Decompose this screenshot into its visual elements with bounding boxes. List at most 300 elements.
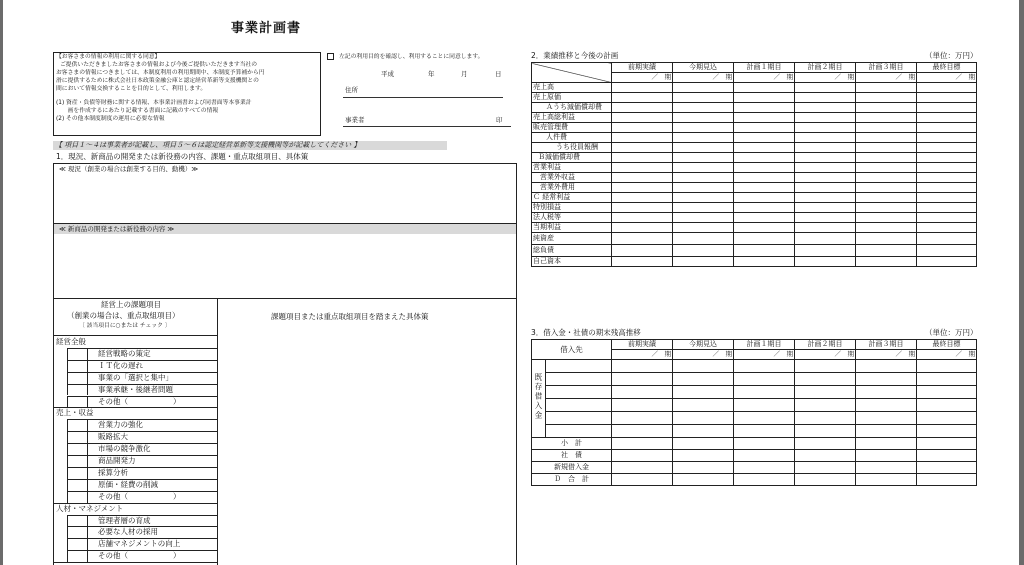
- table2-value-cell[interactable]: [917, 163, 977, 173]
- table2-value-cell[interactable]: [734, 143, 795, 153]
- table2-value-cell[interactable]: [673, 213, 734, 223]
- table2-column-header: 最終目標: [917, 63, 977, 73]
- table2-value-cell[interactable]: [917, 245, 977, 257]
- consent-checkbox[interactable]: [327, 53, 334, 60]
- table2-row: [532, 83, 977, 93]
- table2-value-cell[interactable]: [856, 173, 917, 183]
- table2-value-cell[interactable]: [856, 103, 917, 113]
- table2-title: 2．業績推移と今後の計画: [531, 51, 619, 60]
- table3-value-cell[interactable]: [917, 450, 977, 462]
- issue-item-label: 原価・経費の削減: [98, 479, 158, 489]
- table2-value-cell[interactable]: [612, 213, 673, 223]
- address-line: [343, 97, 503, 98]
- issue-group-label: 経営全般: [56, 337, 86, 346]
- table2-value-cell[interactable]: [795, 257, 856, 267]
- table2-value-cell[interactable]: [856, 143, 917, 153]
- table2-value-cell[interactable]: [917, 93, 977, 103]
- table2-value-cell[interactable]: [917, 173, 977, 183]
- table3-value-cell[interactable]: [673, 425, 734, 438]
- table2-column-header: 前期実績: [612, 63, 673, 73]
- privacy-heading: 【お客さまの情報の利用に関する同意】: [56, 54, 161, 60]
- table2-corner-cell: [532, 63, 612, 83]
- table3-value-cell[interactable]: [734, 386, 795, 399]
- table2-row-label: 営業利益: [532, 163, 612, 173]
- table2-value-cell[interactable]: [673, 203, 734, 213]
- table3-period-cell[interactable]: ／ 期: [612, 350, 673, 360]
- issue-cell-divider: [87, 538, 88, 550]
- table2-value-cell[interactable]: [734, 233, 795, 245]
- table2-value-cell[interactable]: [612, 245, 673, 257]
- table2-unit: （単位：万円）: [925, 51, 978, 60]
- table2-value-cell[interactable]: [734, 223, 795, 233]
- table2-value-cell[interactable]: [795, 103, 856, 113]
- privacy-body-line: お客さまの情報につきましては、本制度利用の利用期間中、本制度予算補から円: [56, 70, 265, 76]
- table2-value-cell[interactable]: [734, 257, 795, 267]
- table3-value-cell[interactable]: [856, 462, 917, 474]
- table2-value-cell[interactable]: [612, 103, 673, 113]
- table2-row-label: 販売管理費: [532, 123, 612, 133]
- table3-value-cell[interactable]: [612, 450, 673, 462]
- address-label: 住所: [345, 86, 358, 94]
- table3-value-cell[interactable]: [795, 399, 856, 412]
- table3-value-cell[interactable]: [673, 450, 734, 462]
- table2-value-cell[interactable]: [673, 123, 734, 133]
- table3-value-cell[interactable]: [917, 386, 977, 399]
- table2-value-cell[interactable]: [917, 183, 977, 193]
- table2-value-cell[interactable]: [612, 203, 673, 213]
- issue-check-cell[interactable]: [67, 396, 68, 408]
- table2-value-cell[interactable]: [612, 173, 673, 183]
- issue-cell-divider: [87, 491, 88, 503]
- table2-value-cell[interactable]: [795, 133, 856, 143]
- table2-value-cell[interactable]: [856, 93, 917, 103]
- table3-value-cell[interactable]: [612, 373, 673, 386]
- table2-value-cell[interactable]: [917, 223, 977, 233]
- table2-value-cell[interactable]: [673, 103, 734, 113]
- table2-value-cell[interactable]: [734, 173, 795, 183]
- table2-row: [532, 103, 977, 113]
- table3-period-cell[interactable]: ／ 期: [795, 350, 856, 360]
- table2-value-cell[interactable]: [612, 143, 673, 153]
- table2-value-cell[interactable]: [917, 83, 977, 93]
- table3-period-cell[interactable]: ／ 期: [673, 350, 734, 360]
- table2-row: [532, 193, 977, 203]
- status-label: ≪ 現況（創業の場合は創業する目的、動機）≫: [59, 165, 199, 173]
- issue-cell-divider: [87, 419, 88, 431]
- table2-period-cell[interactable]: ／ 期: [795, 73, 856, 83]
- table2-value-cell[interactable]: [734, 83, 795, 93]
- lender-header: 借入先: [532, 340, 612, 360]
- issue-cell-divider: [87, 443, 88, 455]
- issue-item-label: その他（ ）: [98, 396, 181, 406]
- table2-value-cell[interactable]: [673, 257, 734, 267]
- table3-value-cell[interactable]: [917, 360, 977, 373]
- table2-value-cell[interactable]: [612, 257, 673, 267]
- table3-value-cell[interactable]: [856, 386, 917, 399]
- issue-item-label: 事業の「選択と集中」: [98, 372, 173, 382]
- table3-value-cell[interactable]: [856, 360, 917, 373]
- table3-value-cell[interactable]: [734, 462, 795, 474]
- business-name-label: 事業者: [345, 116, 365, 124]
- table3-column-header: 最終目標: [917, 340, 977, 350]
- table2-row-label: 特別損益: [532, 203, 612, 213]
- issues-header-line3: 〔 該当項目に○または チェック 〕: [79, 323, 171, 329]
- table3-summary-row: [532, 450, 977, 462]
- lender-name-cell[interactable]: [546, 360, 612, 373]
- table3-value-cell[interactable]: [795, 412, 856, 425]
- table2-row: [532, 245, 977, 257]
- table2-value-cell[interactable]: [612, 93, 673, 103]
- table2-row: [532, 153, 977, 163]
- issue-item-label: 事業承継・後継者問題: [98, 384, 173, 394]
- table3-summary-row: [532, 438, 977, 450]
- table3-column-header: 今期見込: [673, 340, 734, 350]
- table2-value-cell[interactable]: [612, 133, 673, 143]
- table3-value-cell[interactable]: [795, 462, 856, 474]
- issue-item-label: 店舗マネジメントの向上: [98, 539, 181, 549]
- table2-value-cell[interactable]: [917, 203, 977, 213]
- issue-check-cell[interactable]: [67, 526, 68, 538]
- table2-row-label: 総負債: [532, 245, 612, 257]
- table2-value-cell[interactable]: [734, 203, 795, 213]
- table2-value-cell[interactable]: [856, 123, 917, 133]
- table3-value-cell[interactable]: [673, 412, 734, 425]
- table3-value-cell[interactable]: [795, 360, 856, 373]
- table2-value-cell[interactable]: [734, 193, 795, 203]
- table2-value-cell[interactable]: [734, 123, 795, 133]
- table3-value-cell[interactable]: [795, 386, 856, 399]
- issue-check-cell[interactable]: [67, 550, 68, 562]
- issue-check-cell[interactable]: [67, 360, 68, 372]
- table2-value-cell[interactable]: [856, 203, 917, 213]
- table3-period-cell[interactable]: ／ 期: [856, 350, 917, 360]
- table2-period-cell[interactable]: ／ 期: [612, 73, 673, 83]
- table2-value-cell[interactable]: [673, 193, 734, 203]
- table2-value-cell[interactable]: [856, 153, 917, 163]
- table2-row: [532, 183, 977, 193]
- table2-value-cell[interactable]: [673, 233, 734, 245]
- table3-value-cell[interactable]: [612, 474, 673, 486]
- table3-lender-row: [532, 425, 977, 438]
- table3-value-cell[interactable]: [734, 412, 795, 425]
- lender-name-cell[interactable]: [546, 425, 612, 438]
- issue-item-label: 必要な人材の採用: [98, 527, 158, 537]
- table3-value-cell[interactable]: [856, 450, 917, 462]
- table3-period-cell[interactable]: ／ 期: [917, 350, 977, 360]
- issue-check-cell[interactable]: [67, 372, 68, 384]
- table2-value-cell[interactable]: [612, 233, 673, 245]
- table2-period-cell[interactable]: ／ 期: [673, 73, 734, 83]
- table3-value-cell[interactable]: [612, 438, 673, 450]
- issue-check-cell[interactable]: [67, 455, 68, 467]
- issue-cell-divider: [87, 526, 88, 538]
- table3-value-cell[interactable]: [856, 425, 917, 438]
- table2-value-cell[interactable]: [795, 143, 856, 153]
- table2-value-cell[interactable]: [856, 193, 917, 203]
- table2-row: [532, 133, 977, 143]
- table3-value-cell[interactable]: [734, 450, 795, 462]
- table2-value-cell[interactable]: [856, 83, 917, 93]
- table2-value-cell[interactable]: [917, 123, 977, 133]
- table3-value-cell[interactable]: [917, 399, 977, 412]
- table2-value-cell[interactable]: [856, 245, 917, 257]
- table2-value-cell[interactable]: [795, 173, 856, 183]
- issue-group-label: 人材・マネジメント: [56, 503, 124, 513]
- issue-item-label: 販路拡大: [98, 432, 128, 442]
- table3-value-cell[interactable]: [734, 425, 795, 438]
- table2-value-cell[interactable]: [734, 163, 795, 173]
- table3-value-cell[interactable]: [673, 462, 734, 474]
- table2-value-cell[interactable]: [734, 133, 795, 143]
- table2-value-cell[interactable]: [856, 223, 917, 233]
- table2-value-cell[interactable]: [612, 113, 673, 123]
- issue-cell-divider: [87, 515, 88, 527]
- table2-value-cell[interactable]: [673, 83, 734, 93]
- table3-value-cell[interactable]: [856, 438, 917, 450]
- privacy-item: (2) その他本制度制度の運用に必要な情報: [56, 116, 165, 122]
- table3-summary-label: Ｄ 合 計: [532, 474, 612, 486]
- table2-value-cell[interactable]: [734, 113, 795, 123]
- table2-row-label: 売上高: [532, 83, 612, 93]
- table3-value-cell[interactable]: [612, 425, 673, 438]
- table2-value-cell[interactable]: [673, 133, 734, 143]
- table2-value-cell[interactable]: [795, 153, 856, 163]
- issues-header-line1: 経営上の課題項目: [101, 300, 161, 309]
- table2-value-cell[interactable]: [734, 93, 795, 103]
- issue-check-cell[interactable]: [67, 443, 68, 455]
- table2-row-label: 営業外費用: [532, 183, 612, 193]
- privacy-body-line: 間において情報交換することを目的として、利用します。: [56, 86, 207, 92]
- table2-value-cell[interactable]: [917, 103, 977, 113]
- table2-value-cell[interactable]: [734, 183, 795, 193]
- table3-value-cell[interactable]: [917, 412, 977, 425]
- table3-value-cell[interactable]: [917, 373, 977, 386]
- table2-row: [532, 233, 977, 245]
- table3-header-row: [532, 340, 977, 350]
- table2-value-cell[interactable]: [856, 133, 917, 143]
- table2-value-cell[interactable]: [917, 133, 977, 143]
- table3-value-cell[interactable]: [795, 450, 856, 462]
- issue-item-label: 営業力の強化: [98, 420, 143, 430]
- table2-row: [532, 213, 977, 223]
- table2-value-cell[interactable]: [917, 143, 977, 153]
- table3-value-cell[interactable]: [856, 474, 917, 486]
- table2-value-cell[interactable]: [673, 153, 734, 163]
- issue-check-cell[interactable]: [67, 348, 68, 360]
- table2-period-cell[interactable]: ／ 期: [856, 73, 917, 83]
- table3-value-cell[interactable]: [673, 474, 734, 486]
- table2-value-cell[interactable]: [856, 163, 917, 173]
- table2-value-cell[interactable]: [856, 213, 917, 223]
- table2-value-cell[interactable]: [795, 123, 856, 133]
- table2-value-cell[interactable]: [673, 163, 734, 173]
- table3-value-cell[interactable]: [917, 474, 977, 486]
- table3-column-header: 計画３期目: [856, 340, 917, 350]
- issue-item-label: 市場の競争激化: [98, 444, 151, 454]
- table2-value-cell[interactable]: [795, 213, 856, 223]
- table2-value-cell[interactable]: [612, 123, 673, 133]
- table2-value-cell[interactable]: [734, 153, 795, 163]
- table3-value-cell[interactable]: [612, 360, 673, 373]
- table2-value-cell[interactable]: [917, 153, 977, 163]
- table2-value-cell[interactable]: [795, 233, 856, 245]
- table2-value-cell[interactable]: [917, 233, 977, 245]
- table2-value-cell[interactable]: [673, 93, 734, 103]
- table2-value-cell[interactable]: [795, 113, 856, 123]
- issue-check-cell[interactable]: [67, 491, 68, 503]
- table2-value-cell[interactable]: [612, 83, 673, 93]
- privacy-body-line: ご提供いただきましたお客さまの情報および今後ご提供いただきます当社の: [60, 62, 258, 68]
- issue-check-cell[interactable]: [67, 515, 68, 527]
- table3-value-cell[interactable]: [917, 438, 977, 450]
- table2-row-label: Ｂ減価償却費: [532, 153, 612, 163]
- table2-value-cell[interactable]: [673, 245, 734, 257]
- table2-value-cell[interactable]: [734, 213, 795, 223]
- issue-cell-divider: [87, 360, 88, 372]
- lender-name-cell[interactable]: [546, 386, 612, 399]
- table3-summary-label: 新規借入金: [532, 462, 612, 474]
- table3-value-cell[interactable]: [673, 373, 734, 386]
- issue-check-cell[interactable]: [67, 419, 68, 431]
- issue-item-label: ＩＴ化の遅れ: [98, 360, 143, 370]
- table2-value-cell[interactable]: [795, 183, 856, 193]
- table2-value-cell[interactable]: [673, 183, 734, 193]
- table3-value-cell[interactable]: [612, 412, 673, 425]
- performance-table: [531, 62, 977, 267]
- table2-period-cell[interactable]: ／ 期: [734, 73, 795, 83]
- table3-value-cell[interactable]: [795, 438, 856, 450]
- table2-value-cell[interactable]: [612, 153, 673, 163]
- table3-value-cell[interactable]: [856, 412, 917, 425]
- table2-value-cell[interactable]: [673, 223, 734, 233]
- table3-value-cell[interactable]: [734, 474, 795, 486]
- table2-value-cell[interactable]: [612, 223, 673, 233]
- table2-value-cell[interactable]: [673, 143, 734, 153]
- issue-check-cell[interactable]: [67, 431, 68, 443]
- table3-value-cell[interactable]: [795, 425, 856, 438]
- table3-value-cell[interactable]: [673, 360, 734, 373]
- date-year: 年: [428, 70, 435, 78]
- table2-value-cell[interactable]: [612, 163, 673, 173]
- table2-value-cell[interactable]: [795, 163, 856, 173]
- table2-value-cell[interactable]: [917, 213, 977, 223]
- privacy-item: 画を作成するにあたり記載する書面に記載のすべての情報: [56, 108, 219, 114]
- table3-value-cell[interactable]: [612, 462, 673, 474]
- table3-value-cell[interactable]: [734, 373, 795, 386]
- table2-row-label: Ａうち減価償却費: [532, 103, 612, 113]
- issue-check-cell[interactable]: [67, 384, 68, 396]
- issue-cell-divider: [87, 348, 88, 360]
- table2-value-cell[interactable]: [795, 223, 856, 233]
- table3-unit: （単位：万円）: [925, 328, 978, 337]
- table3-value-cell[interactable]: [917, 425, 977, 438]
- table2-row: [532, 113, 977, 123]
- lender-name-cell[interactable]: [546, 412, 612, 425]
- seal-mark: 印: [496, 116, 503, 124]
- table3-period-cell[interactable]: ／ 期: [734, 350, 795, 360]
- table3-value-cell[interactable]: [856, 373, 917, 386]
- issue-group-border: [53, 562, 217, 563]
- table2-row-label: 売上高総利益: [532, 113, 612, 123]
- table3-lender-row: [532, 360, 977, 373]
- issue-item-label: その他（ ）: [98, 551, 181, 561]
- table2-value-cell[interactable]: [856, 113, 917, 123]
- table2-period-cell[interactable]: ／ 期: [917, 73, 977, 83]
- table3-lender-row: [532, 373, 977, 386]
- table2-value-cell[interactable]: [673, 113, 734, 123]
- table2-row: [532, 93, 977, 103]
- table2-column-header: 今期見込: [673, 63, 734, 73]
- table3-value-cell[interactable]: [612, 386, 673, 399]
- doc-title: 事業計画書: [231, 21, 302, 36]
- table3-value-cell[interactable]: [673, 386, 734, 399]
- lender-name-cell[interactable]: [546, 399, 612, 412]
- table2-row-label: 当期利益: [532, 223, 612, 233]
- table2-value-cell[interactable]: [917, 113, 977, 123]
- table3-value-cell[interactable]: [673, 438, 734, 450]
- issue-group-label: 売上・収益: [56, 408, 94, 418]
- issue-item-label: 経営戦略の策定: [98, 348, 151, 358]
- table3-value-cell[interactable]: [734, 438, 795, 450]
- issue-check-cell[interactable]: [67, 479, 68, 491]
- table2-row: [532, 257, 977, 267]
- table2-row: [532, 173, 977, 183]
- lender-name-cell[interactable]: [546, 373, 612, 386]
- table3-value-cell[interactable]: [734, 360, 795, 373]
- instruction-text: 【 項目１～４は事業者が記載し、項目５～６は認定経営革新等支援機関等が記載してください 】: [55, 141, 361, 149]
- table2-row-label: うち役員報酬: [532, 143, 612, 153]
- table3-value-cell[interactable]: [917, 462, 977, 474]
- table2-value-cell[interactable]: [612, 183, 673, 193]
- table3-summary-label: 小 計: [532, 438, 612, 450]
- table2-value-cell[interactable]: [734, 103, 795, 113]
- section1-title: 1．現況、新商品の開発または新役務の内容、課題・重点取組項目、具体策: [56, 152, 309, 161]
- issue-check-cell[interactable]: [67, 467, 68, 479]
- table3-value-cell[interactable]: [612, 399, 673, 412]
- table3-value-cell[interactable]: [795, 373, 856, 386]
- table3-column-header: 計画２期目: [795, 340, 856, 350]
- table3-value-cell[interactable]: [673, 399, 734, 412]
- table3-value-cell[interactable]: [856, 399, 917, 412]
- issue-check-cell[interactable]: [67, 538, 68, 550]
- table3-value-cell[interactable]: [795, 474, 856, 486]
- table2-value-cell[interactable]: [612, 193, 673, 203]
- table2-value-cell[interactable]: [917, 193, 977, 203]
- table2-row: [532, 203, 977, 213]
- table2-value-cell[interactable]: [795, 245, 856, 257]
- table2-value-cell[interactable]: [795, 93, 856, 103]
- table2-column-header: 計画１期目: [734, 63, 795, 73]
- issue-row-border: [67, 455, 217, 456]
- table2-value-cell[interactable]: [856, 183, 917, 193]
- table2-column-header: 計画２期目: [795, 63, 856, 73]
- table3-title: 3．借入金・社債の期末残高推移: [531, 328, 641, 337]
- table2-value-cell[interactable]: [734, 245, 795, 257]
- table2-value-cell[interactable]: [673, 173, 734, 183]
- table2-row-label: 売上原価: [532, 93, 612, 103]
- issue-row-border: [67, 467, 217, 468]
- table2-value-cell[interactable]: [856, 257, 917, 267]
- table2-value-cell[interactable]: [795, 193, 856, 203]
- table2-value-cell[interactable]: [795, 203, 856, 213]
- table2-value-cell[interactable]: [795, 83, 856, 93]
- document-page: [3, 0, 1019, 565]
- table3-value-cell[interactable]: [734, 399, 795, 412]
- newproduct-label: ≪ 新商品の開発または新役務の内容 ≫: [59, 225, 175, 233]
- table2-value-cell[interactable]: [917, 257, 977, 267]
- table2-row-label: 営業外収益: [532, 173, 612, 183]
- table2-value-cell[interactable]: [856, 233, 917, 245]
